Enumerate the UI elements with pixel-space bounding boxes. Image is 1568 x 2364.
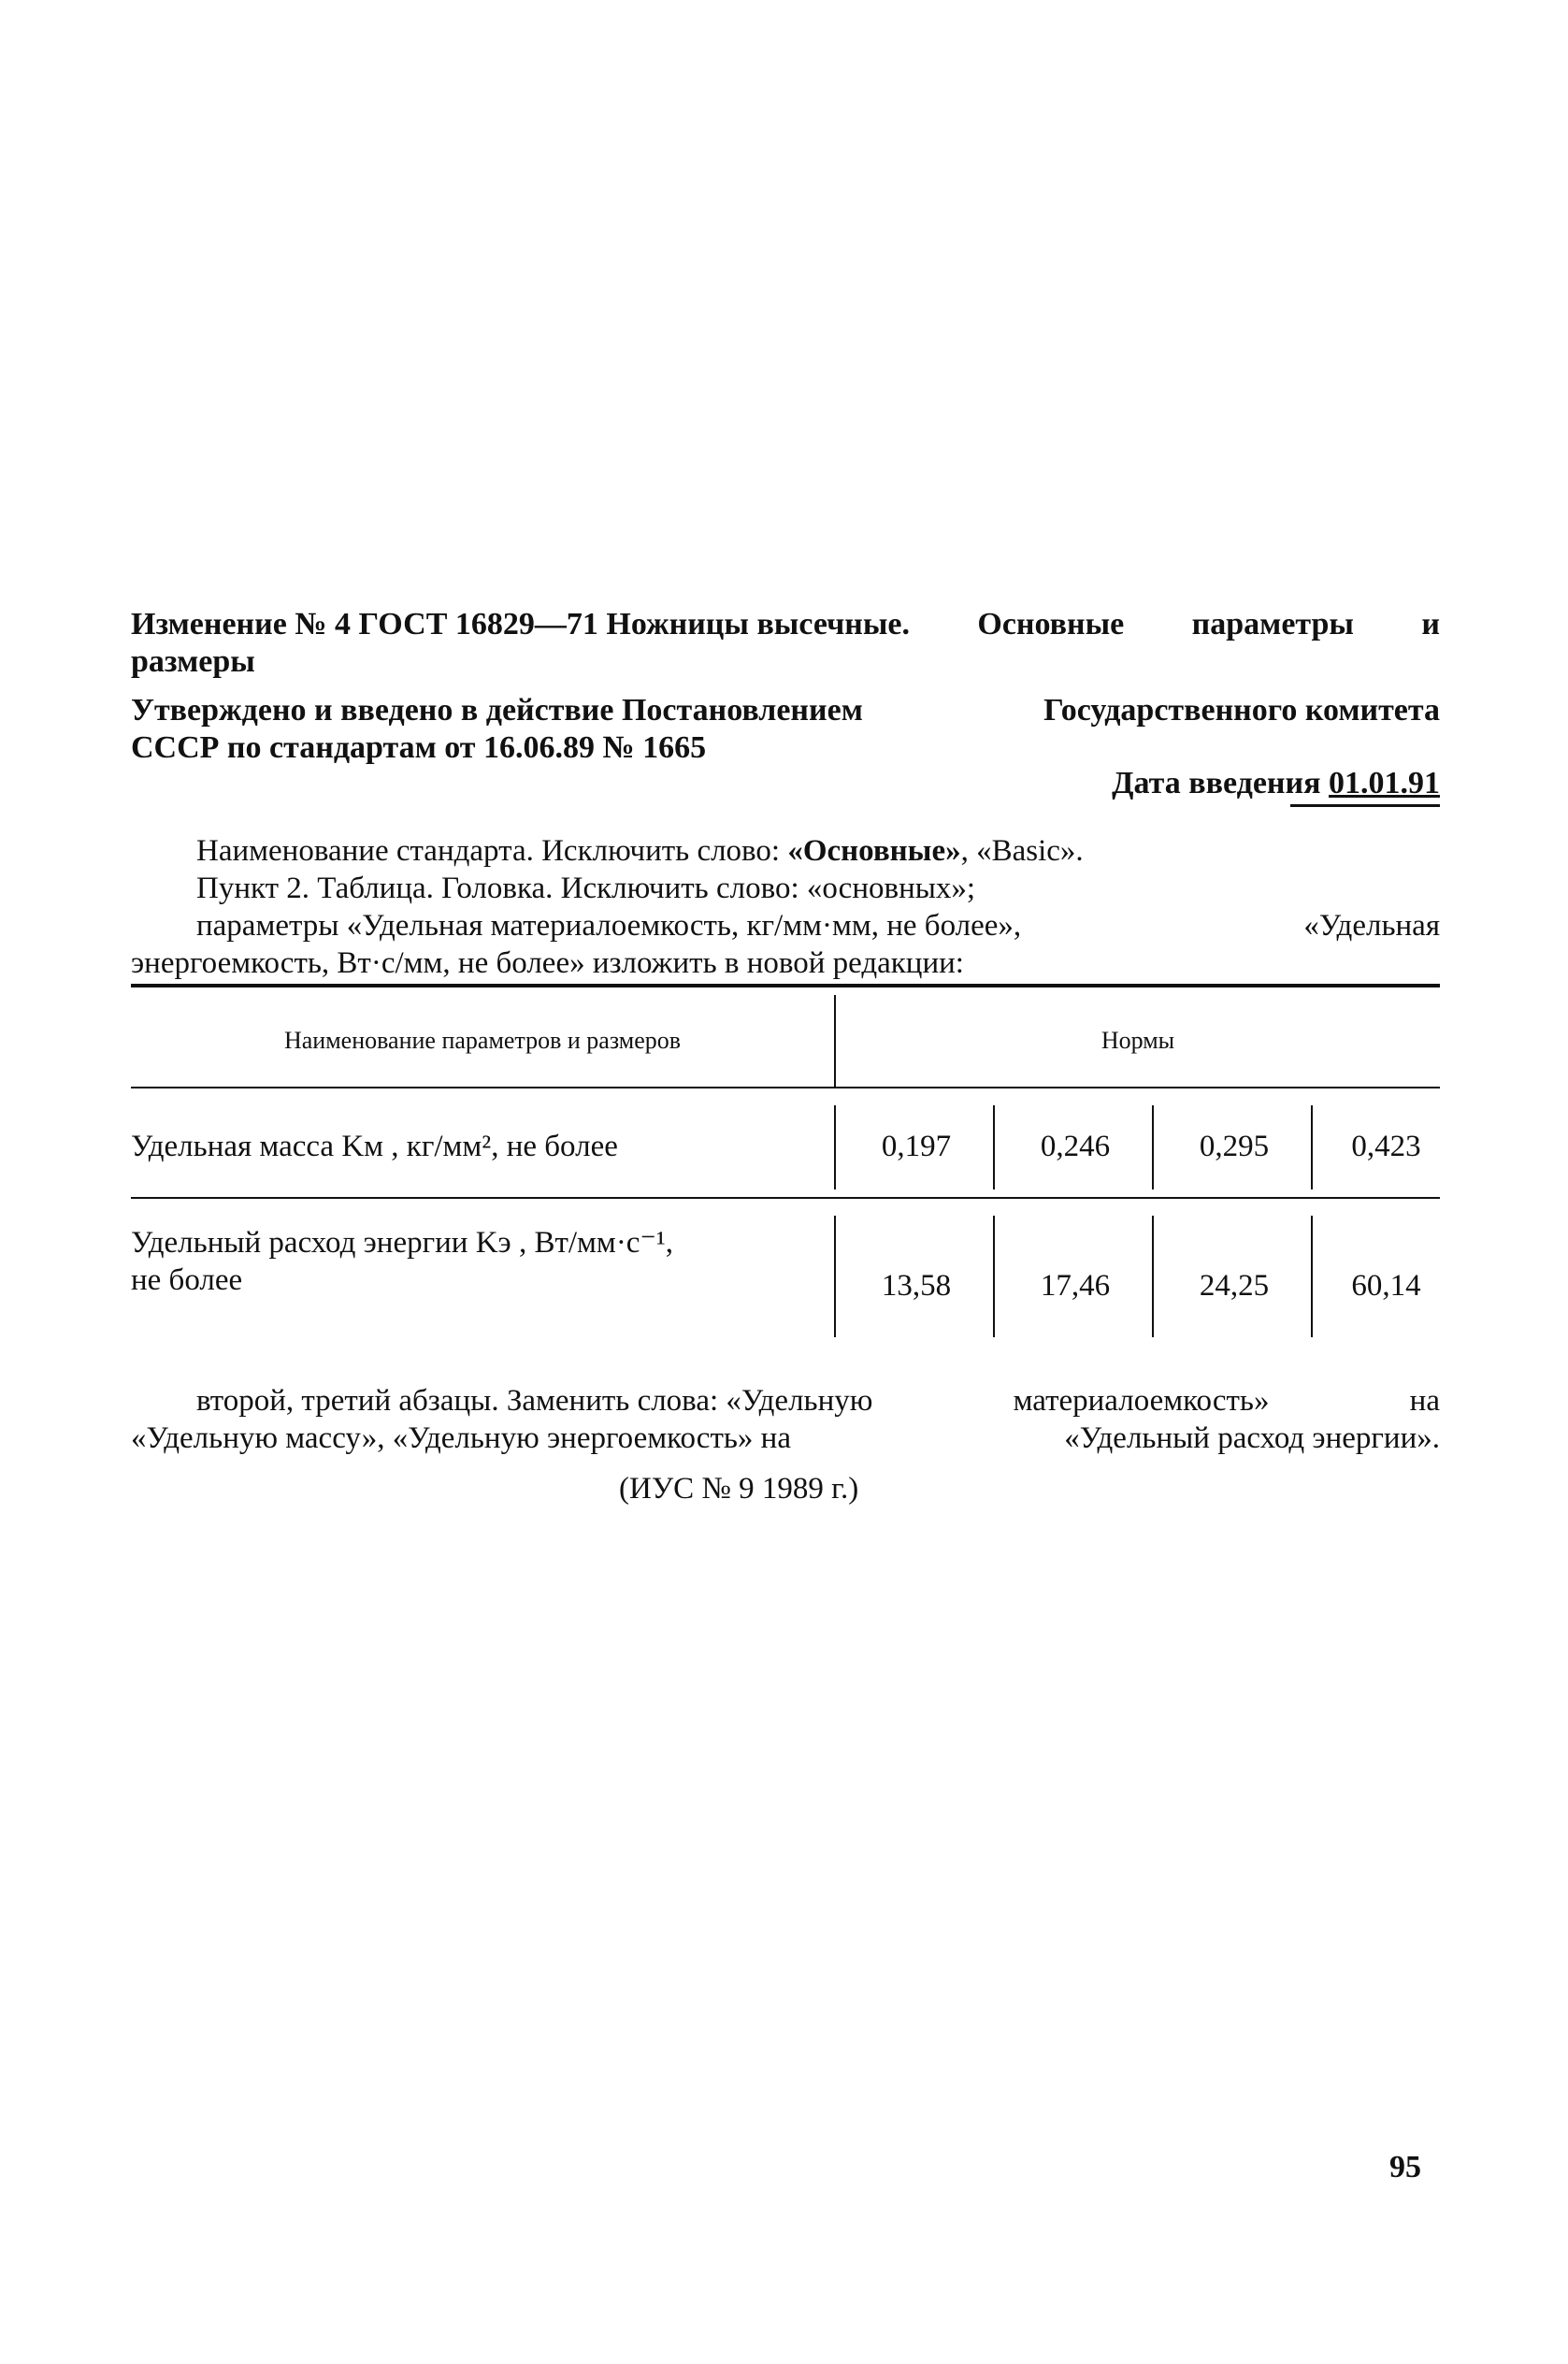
date-value: 01.01.91 [1329,766,1440,800]
approval-left: Утверждено и введено в действие Постановлением [131,693,863,728]
approval-statement [131,692,1440,767]
p1-prefix: Наименование стандарта. Исключить слово: [196,834,788,868]
p6-part: «Удельную массу», «Удельную энергоемкость» на [131,1421,791,1455]
row-1-value: 0,246 [1040,1130,1111,1163]
title-line-1 [131,606,1440,643]
effective-date [1112,765,1440,802]
row-1-value: 0,295 [1199,1130,1270,1163]
paragraph-1 [196,832,1084,870]
p5-part: материалоемкость» [1013,1384,1270,1418]
p1-suffix: , «Basic». [960,834,1084,868]
p5-part: на [1409,1384,1440,1418]
row-1-value: 0,423 [1351,1130,1421,1163]
row-1-value: 0,197 [881,1130,952,1163]
row-2-value: 24,25 [1199,1269,1270,1303]
table-header-param: Наименование параметров и размеров [283,1027,682,1054]
row-2-value: 13,58 [881,1269,952,1303]
table-header-rule [131,1087,1440,1088]
table-column-divider [1152,1216,1154,1337]
row-2-label: Удельный расход энергии Kэ , Вт/мм·с⁻¹, [131,1226,674,1260]
approval-right: Государственного комитета [1043,693,1440,728]
paragraph-2: Пункт 2. Таблица. Головка. Исключить слово: «основных»; [196,872,976,905]
table-column-divider [993,1105,995,1189]
paragraph-4: энергоемкость, Вт·с/мм, не более» изложить в новой редакции: [131,946,964,980]
approval-line-1 [131,692,1440,729]
title-part: и [1421,607,1440,641]
table-column-divider [1311,1216,1313,1337]
date-label: Дата введения [1112,766,1321,800]
approval-line-2: СССР по стандартам от 16.06.89 № 1665 [131,730,707,765]
p1-bold: «Основные» [787,834,961,868]
p6-part: «Удельный расход энергии». [1064,1421,1440,1455]
row-1-label: Удельная масса Kм , кг/мм², не более [131,1130,618,1163]
page-number: 95 [1389,2150,1421,2184]
row-2-value: 60,14 [1351,1269,1421,1303]
paragraph-5 [196,1382,1440,1420]
table-column-divider [993,1216,995,1337]
title-part: Основные [977,607,1125,641]
date-underline-rule [1290,804,1440,807]
table-column-divider [834,1105,836,1189]
title-line-2: размеры [131,644,255,679]
amendment-title [131,606,1440,681]
paragraph-6 [131,1420,1440,1457]
table-column-divider [1152,1105,1154,1189]
table-top-rule [131,984,1440,987]
title-part: параметры [1191,607,1354,641]
source-reference: (ИУС № 9 1989 г.) [619,1472,859,1506]
p3-right: «Удельная [1303,909,1440,943]
paragraph-3 [196,907,1440,944]
table-column-divider [1311,1105,1313,1189]
row-2-value: 17,46 [1040,1269,1111,1303]
row-2-label-cont: не более [131,1263,243,1297]
table-row-rule [131,1197,1440,1199]
p5-part: второй, третий абзацы. Заменить слова: «Удельную [196,1384,873,1418]
table-header-norms: Нормы [1100,1027,1175,1054]
p3-left: параметры «Удельная материалоемкость, кг/мм·мм, не более», [196,909,1022,943]
table-column-divider [834,1216,836,1337]
title-part: Изменение № 4 ГОСТ 16829—71 Ножницы высечные. [131,607,910,641]
